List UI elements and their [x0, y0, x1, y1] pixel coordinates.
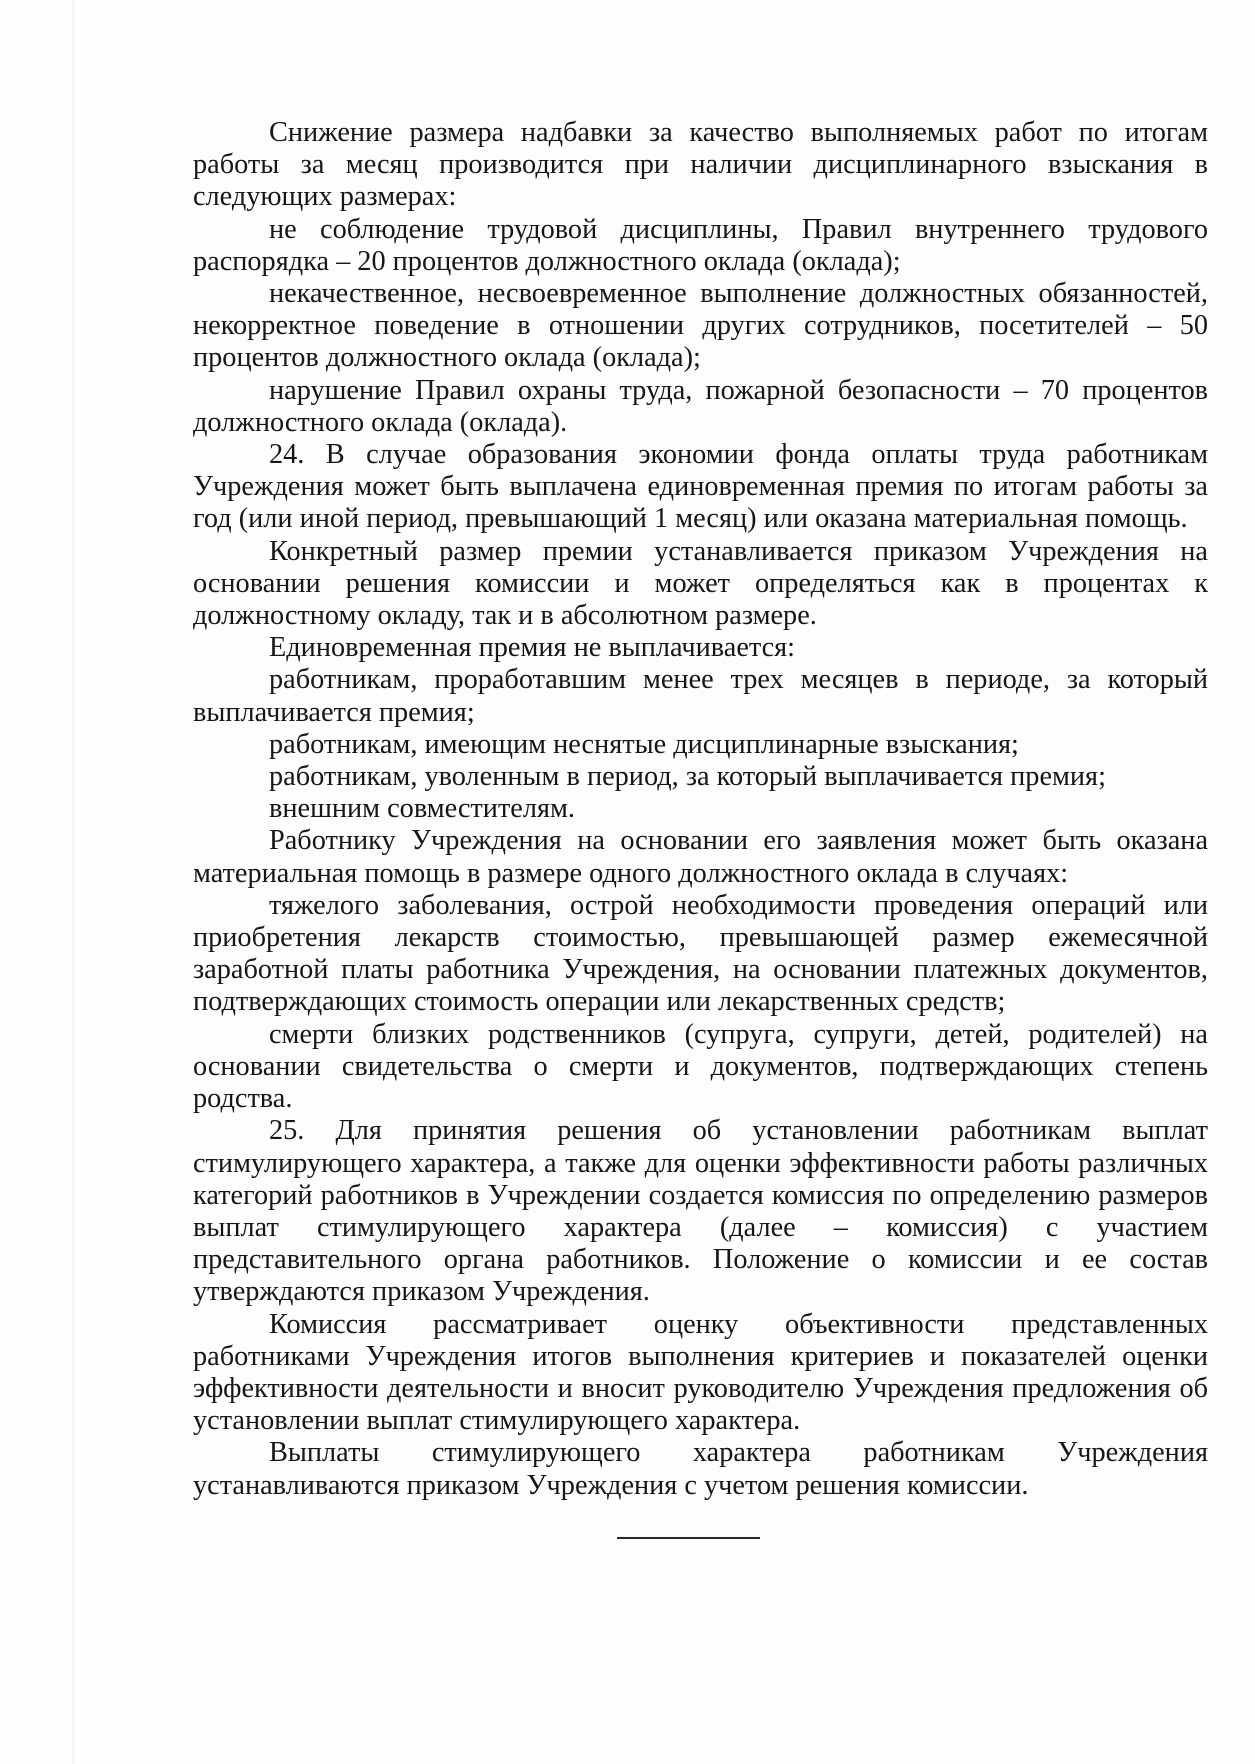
paragraph-less-than-three-months: работникам, проработавшим менее трех месяцев в периоде, за который выплачивается премия;	[193, 664, 1208, 728]
paragraph-bonus-reduction-intro: Снижение размера надбавки за качество выполняемых работ по итогам работы за месяц производится при наличии дисциплинарного взыскания в следующих размерах:	[193, 117, 1208, 213]
scan-edge-shadow	[72, 0, 75, 1764]
paragraph-bonus-not-paid: Единовременная премия не выплачивается:	[269, 632, 796, 664]
paragraph-bonus-amount: Конкретный размер премии устанавливается приказом Учреждения на основании решения комиссии и может определяться как в процентах к должностному окладу, так и в абсолютном размере.	[193, 535, 1208, 632]
paragraph-external-part-timers: внешним совместителям.	[269, 793, 575, 825]
paragraph-safety-violation: нарушение Правил охраны труда, пожарной безопасности – 70 процентов должностного оклада (оклада).	[193, 374, 1208, 438]
paragraph-death-of-relatives: смерти близких родственников (супруга, супруги, детей, родителей) на основании свидетельства о смерти и документов, подтверждающих степень родства.	[193, 1018, 1208, 1115]
end-of-document-line	[617, 1537, 760, 1539]
paragraph-commission-review: Комиссия рассматривает оценку объективности представленных работниками Учреждения итогов выполнения критериев и показателей оценки эффективности деятельности и вносит руководителю Учреждения предложения об установлении выплат стимулирующего характера.	[193, 1308, 1208, 1437]
paragraph-payments-established: Выплаты стимулирующего характера работникам Учреждения устанавливаются приказом Учреждения с учетом решения комиссии.	[193, 1437, 1208, 1501]
paragraph-item-24: 24. В случае образования экономии фонда оплаты труда работникам Учреждения может быть выплачена единовременная премия по итогам работы за год (или иной период, превышающий 1 месяц) или оказана материальная помощь.	[193, 439, 1208, 535]
paragraph-active-penalties: работникам, имеющим неснятые дисциплинарные взыскания;	[269, 728, 1019, 760]
paragraph-material-assistance: Работнику Учреждения на основании его заявления может быть оказана материальная помощь в размере одного должностного оклада в случаях:	[193, 825, 1208, 889]
paragraph-item-25: 25. Для принятия решения об установлении работникам выплат стимулирующего характера, а также для оценки эффективности работы различных категорий работников в Учреждении создается комиссия по определению размеров выплат стимулирующего характера (далее – комиссия) с участием представительного органа работников. Положение о комиссии и ее состав утверждаются приказом Учреждения.	[193, 1115, 1208, 1308]
document-body	[193, 117, 1208, 1502]
paragraph-poor-performance: некачественное, несвоевременное выполнение должностных обязанностей, некорректное поведение в отношении других сотрудников, посетителей – 50 процентов должностного оклада (оклада);	[193, 278, 1208, 374]
paragraph-dismissed-workers: работникам, уволенным в период, за который выплачивается премия;	[269, 761, 1106, 793]
paragraph-serious-illness: тяжелого заболевания, острой необходимости проведения операций или приобретения лекарств стоимостью, превышающей размер ежемесячной заработной платы работника Учреждения, на основании платежных документов, подтверждающих стоимость операции или лекарственных средств;	[193, 889, 1208, 1018]
paragraph-discipline-violation: не соблюдение трудовой дисциплины, Правил внутреннего трудового распорядка – 20 процентов должностного оклада (оклада);	[193, 213, 1208, 277]
